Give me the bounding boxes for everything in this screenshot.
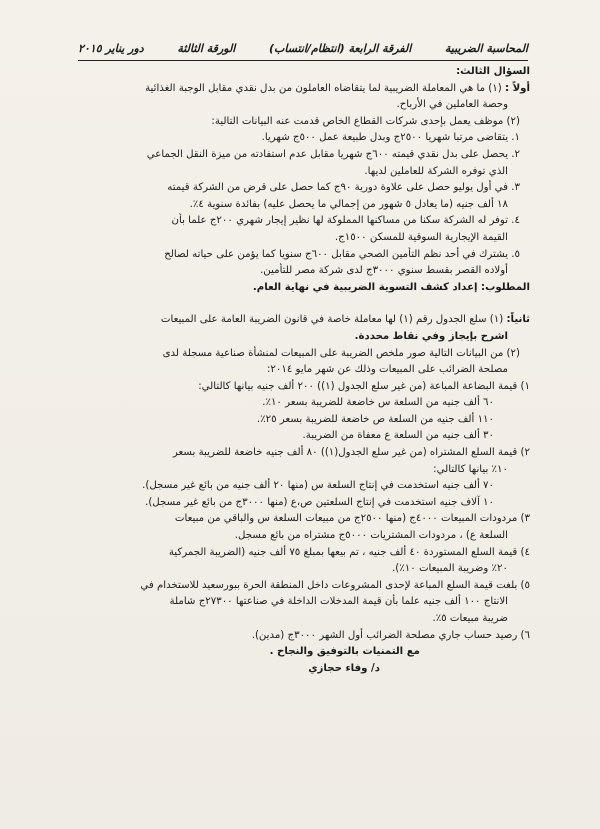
first-required: المطلوب: إعداد كشف التسوية الضريبية في نهاية العام. xyxy=(252,281,530,293)
first-lead: أولاً : xyxy=(504,82,530,94)
second-q1-text2: اشرح بإيجاز وفي نقاط محددة. xyxy=(354,330,508,342)
employee-item: الذي توفره الشركة للعاملين لديها. xyxy=(364,165,508,177)
first-q2-intro: (٢) موظف يعمل بإحدى شركات القطاع الخاص قدمت عنه البيانات التالية: xyxy=(211,115,520,127)
signature: د/ وفاء حجازي xyxy=(308,662,380,674)
header-divider xyxy=(78,60,528,61)
first-q1-text: (١) ما هي المعاملة الضريبية لما يتقاضاه العاملون من بدل نقدي مقابل الوجبة الغذائية xyxy=(145,82,502,94)
second-q1 xyxy=(80,312,530,329)
sales-p6: ٦) رصيد حساب جاري مصلحة الضرائب أول الشهر ٣٠٠٠ج (مدين). xyxy=(251,629,530,641)
cohort-label: الفرقة الرابعة (انتظام/انتساب) xyxy=(268,42,412,55)
employee-item: ٣. في أول يوليو حصل على علاوة دورية ٩٠ج كما حصل على قرض من الشركة قيمته xyxy=(167,182,520,194)
sales-p4: ٤) قيمة السلع المستوردة ٤٠ ألف جنيه ، تم بيعها بمبلغ ٧٥ ألف جنيه (الضريبة الجمركية xyxy=(168,546,530,558)
closing-wish: مع التمنيات بالتوفيق والنجاح . xyxy=(269,646,420,658)
sales-p1-item: ١١٠ ألف جنيه من السلعة ص خاضعة للضريبة بسعر ٢٥٪. xyxy=(256,413,494,425)
employee-item: ٥. يشترك في أحد نظم التأمين الصحي مقابل ٦٠٠ج سنويا كما يؤمن على حياته لصالح xyxy=(164,248,520,260)
session-label: دور يناير ٢٠١٥ xyxy=(78,42,144,55)
exam-header xyxy=(78,42,528,55)
employee-item: ٢. يحصل على بدل نقدي قيمته ٦٠٠ج شهريا مقابل عدم استفادته من ميزة النقل الجماعي xyxy=(146,148,520,160)
second-q2-text: (٢) من البيانات التالية صور ملخص الضريبة على المبيعات لمنشأة صناعية مسجلة لدى xyxy=(162,347,520,359)
employee-item: القيمة الإيجارية السوقية للمسكن ١٥٠٠ج. xyxy=(334,231,508,243)
sales-p2-item: ٧٠ ألف جنيه استخدمت في إنتاج السلعة س (منها ٢٠ ألف جنيه من بائع غير مسجل). xyxy=(142,480,494,492)
sales-p2-item: ١٠ آلاف جنيه استخدمت في إنتاج السلعتين ص،ع (منها ٣٠٠٠ج من بائع غير مسجل). xyxy=(145,496,494,508)
section-gap xyxy=(80,296,530,312)
sales-p2: ٢) قيمة السلع المشتراه (من غير سلع الجدول(١)) ٨٠ ألف جنيه خاضعة للضريبة بسعر xyxy=(172,447,530,459)
exam-body xyxy=(80,64,530,677)
sales-p1-item: ٣٠ ألف جنيه من السلعة ع معفاة من الضريبة. xyxy=(302,430,494,442)
second-lead: ثانياً: xyxy=(506,314,530,326)
employee-item: ٤. توفر له الشركة سكنا من مساكنها المملوكة لها نظير إيجار شهري ٢٠٠ج علما بأن xyxy=(171,215,520,227)
sales-p5b: الانتاج ١٠٠ ألف جنيه علما بأن قيمة المدخلات الداخلة في صناعتها ٢٧٣٠٠ج شاملة xyxy=(169,596,508,608)
sales-p3b: السلعة ع) ، مردودات المشتريات ٥٠٠٠ج مشتراه من بائع مسجل. xyxy=(234,530,508,542)
second-q1-text: (١) سلع الجدول رقم (١) لها معاملة خاصة في قانون الضريبة العامة على المبيعات xyxy=(160,314,504,326)
sales-p1-item: ٦٠ ألف جنيه من السلعة س خاضعة للضريبة بسعر ١٠٪. xyxy=(262,397,494,409)
first-q1-text2: وحصة العاملين في الأرباح. xyxy=(396,99,508,111)
sales-p4b: ٢٠٪ وضريبة المبيعات ١٠٪). xyxy=(392,563,508,575)
sales-p3: ٣) مردودات المبيعات ٤٠٠٠ج (منها ٢٥٠٠ج من مبيعات السلعة س والباقي من مبيعات xyxy=(174,513,530,525)
question-three-title: السؤال الثالث: xyxy=(456,66,530,77)
first-q1 xyxy=(80,81,530,98)
second-q2-text2: مصلحة الضرائب على المبيعات وذلك عن شهر مايو ٢٠١٤: xyxy=(266,364,508,376)
employee-item: أولاده القصر بقسط سنوي ٣٠٠٠ج لدى شركة مصر للتأمين. xyxy=(260,265,508,277)
employee-item: ١. يتقاضى مرتبا شهريا ٢٥٠٠ج وبدل طبيعة عمل ٥٠٠ج شهريا. xyxy=(261,132,520,144)
sales-p5: ٥) بلغت قيمة السلع المباعة لإحدى المشروعات داخل المنطقة الحرة ببورسعيد للاستخدام في xyxy=(140,579,530,591)
sales-p2b: ١٠٪ بيانها كالتالي: xyxy=(433,463,508,475)
course-title: المحاسبة الضريبية xyxy=(444,42,528,55)
paper-label: الورقة الثالثة xyxy=(177,42,236,55)
sales-p1: ١) قيمة البضاعة المباعة (من غير سلع الجدول (١)) ٢٠٠ ألف جنيه بيانها كالتالي: xyxy=(198,380,530,392)
sales-p5c: ضريبة مبيعات ٥٪. xyxy=(432,613,508,624)
employee-item: ١٨ ألف جنيه (ما يعادل ٥ شهور من إجمالي ما يحصل عليه) بفائدة سنوية ٤٪. xyxy=(189,198,508,210)
